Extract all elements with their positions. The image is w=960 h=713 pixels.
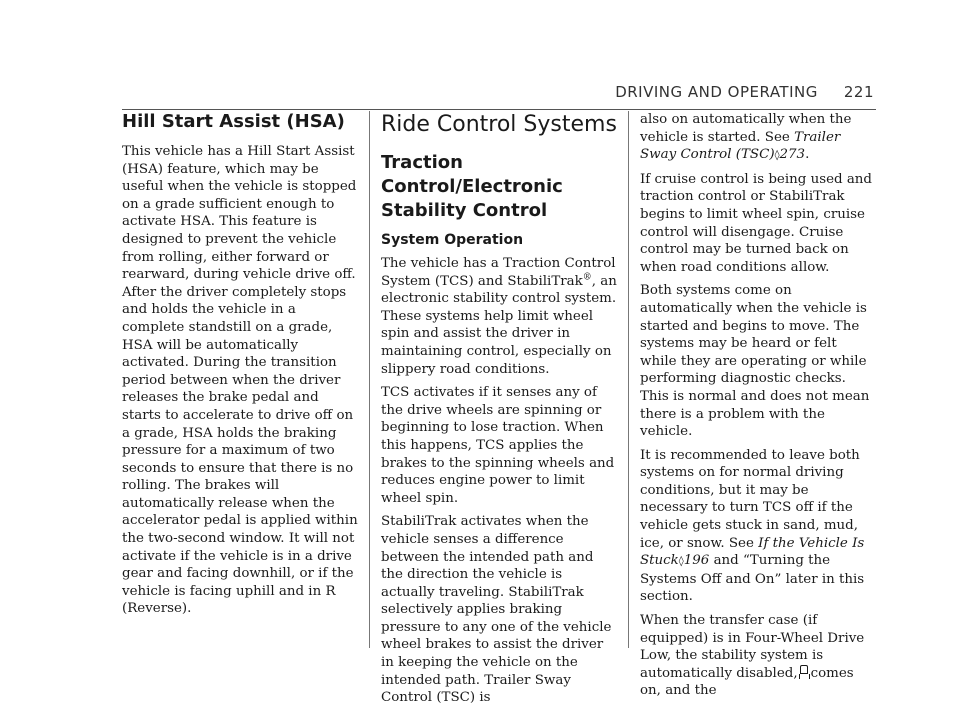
paragraph-transfer-case: When the transfer case (if equipped) is in Four-Wheel Drive Low, the stability system is automatically disabled, comes on, and the xyxy=(640,613,865,699)
column-3 xyxy=(640,111,876,706)
page-ref-icon: ◊ xyxy=(678,556,684,568)
column-divider-2 xyxy=(628,111,629,648)
vehicle-stuck-link[interactable]: If the Vehicle Is Stuck xyxy=(640,535,865,569)
ride-control-heading: Ride Control Systems xyxy=(381,112,617,137)
system-operation-heading: System Operation xyxy=(381,232,524,248)
trailer-sway-page[interactable]: 273 xyxy=(779,147,806,163)
paragraph-stabilitrak: StabiliTrak activates when the vehicle senses a difference between the intended path and the direction the vehicle is actually traveling. StabiliTrak selectively applies braking pressure to any one of the vehicle wheel brakes to assist the driver in keeping the vehicle on the intended path. Trailer Sway Control (TSC) is xyxy=(381,514,612,706)
page-ref-icon: ◊ xyxy=(774,150,780,162)
traction-control-heading: Traction Control/Electronic Stability Control xyxy=(381,152,563,221)
trailer-sway-link[interactable]: Trailer Sway Control (TSC) xyxy=(640,129,841,163)
page-number: 221 xyxy=(843,83,874,101)
column-divider-1 xyxy=(369,111,370,648)
registered-mark: ® xyxy=(582,272,592,283)
running-header xyxy=(615,83,874,101)
stabilitrak-off-icon xyxy=(799,665,808,679)
hsa-paragraph: This vehicle has a Hill Start Assist (HSA) feature, which may be useful when the vehicle is stopped on a grade sufficient enough to activate HSA. This feature is designed to prevent the vehicle from rolling, either forward or rearward, during vehicle drive off. After the driver completely stops and holds the vehicle in a complete standstill on a grade, HSA will be automatically activated. During the transition period between when the driver releases the brake pedal and starts to accelerate to drive off on a grade, HSA holds the braking pressure for a maximum of two seconds to ensure that there is no rolling. The brakes will automatically release when the accelerator pedal is applied within the two-second window. It will not activate if the vehicle is in a drive gear and facing downhill, or if the vehicle is facing uphill and in R (Reverse). xyxy=(122,144,358,617)
section-title: DRIVING AND OPERATING xyxy=(615,83,818,101)
paragraph-both-systems: Both systems come on automatically when the vehicle is started and begins to move. The systems may be heard or felt while they are operating or while performing diagnostic checks. This is normal and does not mean there is a problem with the vehicle. xyxy=(640,283,870,440)
paragraph-recommended: It is recommended to leave both systems on for normal driving conditions, but it may be necessary to turn TCS off if the vehicle gets stuck in sand, mud, ice, or snow. See If the Vehicle Is Stuck◊196 and “Turning the Systems Off and On” later in this section. xyxy=(640,447,865,605)
paragraph-cruise: If cruise control is being used and traction control or StabiliTrak begins to limit wheel spin, cruise control will disengage. Cruise control may be turned back on when road conditions allow. xyxy=(640,171,873,275)
paragraph-tcs-intro: The vehicle has a Traction Control System (TCS) and StabiliTrak®, an electronic stability control system. These systems help limit wheel spin and assist the driver in maintaining control, especially on slippery road conditions. xyxy=(381,256,617,377)
paragraph-tcs-activates: TCS activates if it senses any of the drive wheels are spinning or beginning to lose traction. When this happens, TCS applies the brakes to the spinning wheels and reduces engine power to limit wheel spin. xyxy=(381,385,615,506)
hsa-heading: Hill Start Assist (HSA) xyxy=(122,111,345,132)
paragraph-tsc: also on automatically when the vehicle is started. See Trailer Sway Control (TSC)◊273. xyxy=(640,112,852,163)
column-1 xyxy=(122,111,358,624)
header-rule xyxy=(122,109,876,110)
column-2 xyxy=(381,111,617,713)
vehicle-stuck-page[interactable]: 196 xyxy=(683,553,710,569)
